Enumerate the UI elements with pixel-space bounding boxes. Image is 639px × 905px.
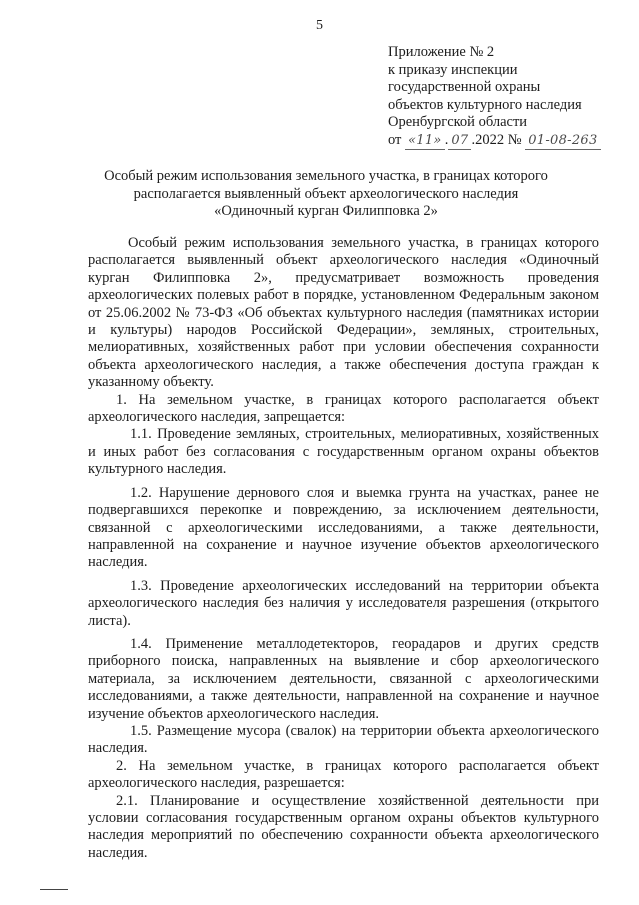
clause-1: 1. На земельном участке, в границах которого располагается объект археологического наследия, запрещается: xyxy=(88,391,599,426)
page-number: 5 xyxy=(316,18,323,33)
clause-2: 2. На земельном участке, в границах которого располагается объект археологического наследия, разрешается: xyxy=(88,757,599,792)
document-body xyxy=(88,235,599,862)
appendix-agency-line-2: объектов культурного наследия xyxy=(388,96,582,113)
appendix-order-line: к приказу инспекции xyxy=(388,61,518,78)
footnote-divider xyxy=(40,889,68,890)
clause-1-3: 1.3. Проведение археологических исследований на территории объекта археологического наследия без наличия у исследователя разрешения (открытого листа). xyxy=(88,577,599,629)
date-day-handwritten: «11» xyxy=(405,132,445,151)
appendix-agency-line-1: государственной охраны xyxy=(388,79,541,95)
date-year: .2022 № xyxy=(471,131,522,148)
clause-2-1: 2.1. Планирование и осуществление хозяйственной деятельности при условии согласования государственным органом охраны объектов культурного наследия мероприятий по обеспечению сохранности объекта археологического наследия. xyxy=(88,792,599,861)
clause-1-2: 1.2. Нарушение дернового слоя и выемка грунта на участках, ранее не подвергавшихся перекопке и повреждению, за исключением деятельности, связанной с археологическими исследованиями, а также деятельности, направленной на сохранение и научное изучение объектов археологического наследия. xyxy=(88,484,599,571)
appendix-block xyxy=(388,44,628,150)
clause-1-1: 1.1. Проведение земляных, строительных, мелиоративных, хозяйственных и иных работ без согласования с государственным органом охраны объектов культурного наследия. xyxy=(88,426,599,478)
order-number-handwritten: 01-08-263 xyxy=(525,132,600,151)
appendix-region-line: Оренбургской области xyxy=(388,114,528,130)
clause-1-4: 1.4. Применение металлодетекторов, георадаров и других средств приборного поиска, направленных на выявление и сбор археологического материала, за исключением деятельности, связанной с археологическими исследованиями, а также деятельности, направленной на сохранение и научное изучение объектов археологического наследия. xyxy=(88,635,599,722)
date-month-handwritten: 07 xyxy=(448,132,471,151)
appendix-title: Приложение № 2 xyxy=(388,44,495,60)
intro-paragraph: Особый режим использования земельного участка, в границах которого располагается выявленный объект археологического наследия «Одиночный курган Филипповка 2», предусматривает возможность проведения археологических полевых работ в порядке, установленном Федеральным законом от 25.06.2002 № 73-ФЗ «Об объектах культурного наследия (памятниках истории и культуры) народов Российской Федерации», земляных, строительных, мелиоративных, хозяйственных работ при условии обеспечения сохранности объекта археологического наследия, а также обеспечения доступа граждан к указанному объекту. xyxy=(88,235,599,391)
date-separator: . xyxy=(444,131,449,148)
document-title: Особый режим использования земельного участка, в границах которого располагается выявленный объект археологического наследия «Одиночный курган Филипповка 2» xyxy=(104,168,548,219)
appendix-date-line xyxy=(388,132,628,151)
date-prefix: от xyxy=(388,131,402,148)
clause-1-5: 1.5. Размещение мусора (свалок) на территории объекта археологического наследия. xyxy=(88,722,599,757)
